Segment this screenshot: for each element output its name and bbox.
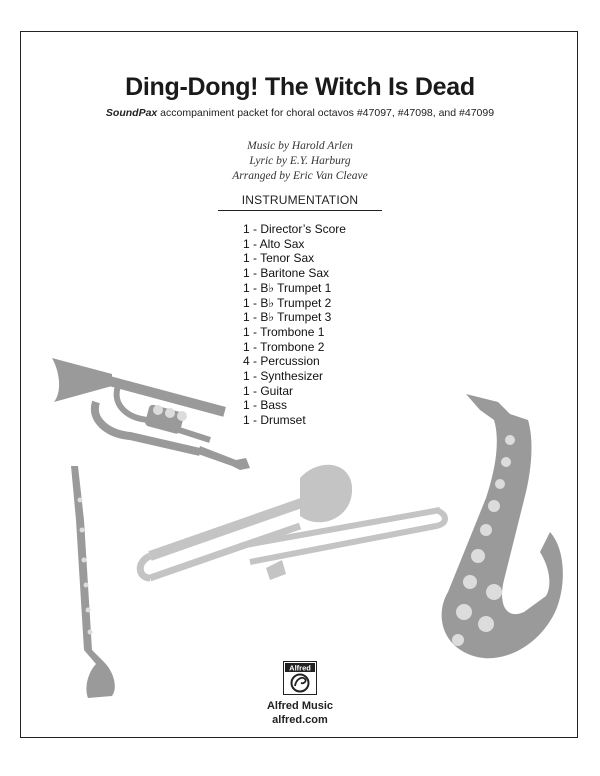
instrument-item: 1 - Bass bbox=[243, 398, 288, 413]
instrument-item: 1 - Drumset bbox=[243, 413, 306, 428]
publisher-name: Alfred Music bbox=[266, 700, 333, 712]
subtitle-text: accompaniment packet for choral octavos #47097, #47098, and #47099 bbox=[157, 107, 495, 119]
publisher-url: alfred.com bbox=[272, 714, 328, 726]
instrument-item: 1 - Trombone 1 bbox=[243, 324, 325, 339]
instrument-item: 1 - Tenor Sax bbox=[243, 251, 315, 266]
subtitle-brand: SoundPax bbox=[105, 107, 158, 119]
saxophone-icon bbox=[442, 394, 563, 658]
instrument-item: 1 - Alto Sax bbox=[243, 236, 305, 251]
svg-text:Alfred: Alfred bbox=[289, 663, 311, 673]
trombone-icon bbox=[140, 465, 445, 580]
instrument-item: 1 - Synthesizer bbox=[243, 369, 324, 384]
instrument-item: 1 - B♭ Trumpet 2 bbox=[243, 295, 332, 310]
credit-lyric: Lyric by E.Y. Harburg bbox=[249, 155, 351, 167]
credit-music: Music by Harold Arlen bbox=[247, 140, 353, 152]
trumpet-icon bbox=[52, 358, 250, 470]
instrument-item: 1 - Director’s Score bbox=[243, 222, 346, 236]
instrument-item: 1 - B♭ Trumpet 1 bbox=[243, 280, 332, 295]
credit-arranger: Arranged by Eric Van Cleave bbox=[232, 170, 368, 182]
clarinet-icon bbox=[71, 466, 115, 698]
instrument-item: 1 - Guitar bbox=[243, 383, 294, 398]
page-title: Ding-Dong! The Witch Is Dead bbox=[125, 73, 475, 101]
alfred-logo bbox=[283, 661, 317, 695]
instrument-item: 1 - B♭ Trumpet 3 bbox=[243, 310, 332, 325]
instrument-item: 4 - Percussion bbox=[243, 354, 320, 369]
instrumentation-heading: INSTRUMENTATION bbox=[241, 193, 359, 207]
instrument-item: 1 - Baritone Sax bbox=[243, 266, 330, 281]
instrument-item: 1 - Trombone 2 bbox=[243, 339, 325, 354]
